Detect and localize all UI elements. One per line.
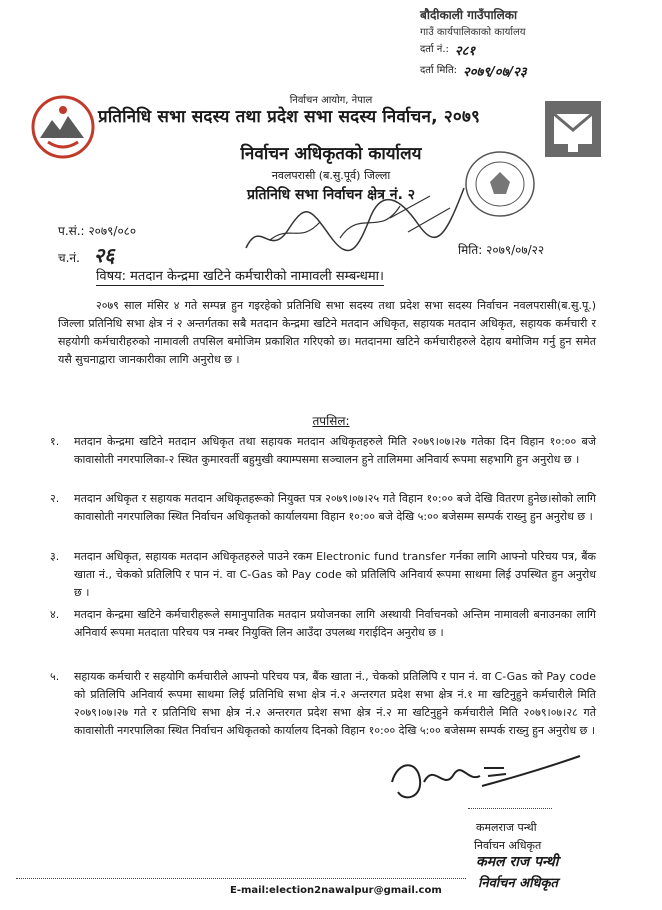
item-number: ४.	[50, 608, 60, 621]
item-text: मतदान अधिकृत र सहायक मतदान अधिकृतहरूको नियुक्त पत्र २०७९।०७।२५ गते विहान १०:०० बजे देखि वितरण हुनेछ।सोको लागि कावासोती नगरपालिका स्थित निर्वाचन अधिकृतको कार्यालयमा विहान १०:०० बजे देखि ५:०० बजेसम्म सम्पर्क राख्नु हुन अनुरोध छ ।	[74, 492, 596, 523]
footer-email: E-mail:election2nawalpur@gmail.com	[230, 885, 442, 896]
letter-date	[458, 241, 544, 258]
date-value: २०७९/०७/२२	[486, 243, 545, 257]
stamp-office: बौदीकाली गाउँपालिका	[420, 8, 518, 22]
list-item	[50, 606, 596, 642]
intro-paragraph: २०७९ साल मंसिर ४ गते सम्पन्न हुन गइरहेको प्रतिनिधि सभा सदस्य तथा प्रदेश सभा सदस्य निर्वाचन नवलपरासी(ब.सु.पू.) जिल्ला प्रतिनिधि सभा क्षेत्र नं २ अन्तर्गतका सबै मतदान केन्द्रमा खटिने मतदान अधिकृत, सहायक मतदान अधिकृत, सहायक कर्मचारी र सहयोगी कर्मचारीहरुको नामावली तपसिल बमोजिम प्रकाशित गरिएको छ। मतदानमा खटिने कर्मचारीहरुले देहाय बमोजिम गर्नु हुन समेत यसै सुचनाद्वारा जानकारीका लागि अनुरोध छ ।	[58, 299, 596, 366]
date-label: मिति:	[458, 243, 483, 257]
item-text: सहायक कर्मचारी र सहयोगि कर्मचारीले आफ्नो परिचय पत्र, बैंक खाता नं., चेकको प्रतिलिपि र पान नं. वा C-Gas को Pay code को प्रतिलिपि अनिवार्य रूपमा साथमा लिई प्रतिनिधि सभा क्षेत्र नं.२ अन्तरगत प्रदेश सभा क्षेत्र नं.१ मा खटिनुहुने कर्मचारीले मिति २०७९।०७।२७ गते र प्रतिनिधि सभा क्षेत्र नं.२ अन्तरगत प्रदेश सभा क्षेत्र नं.२ मा खटिनुहुने कर्मचारीले मिति २०७९।०७।२८ गते कावासोती नगरपालिका स्थित निर्वाचन अधिकृतको कार्यालय दिनको विहान १०:०० देखि ५:०० बजेसम्म सम्पर्क राख्नु हुन अनुरोध छ ।	[74, 670, 596, 737]
signature-icon	[384, 752, 584, 812]
item-number: २.	[50, 492, 60, 505]
list-item	[50, 548, 596, 602]
ps-value: २०७९/०८०	[88, 224, 137, 238]
cn-value: २६	[93, 243, 115, 267]
subject-line: विषय: मतदान केन्द्रमा खटिने कर्मचारीको नामावली सम्बन्धमा।	[96, 266, 384, 286]
handwritten-annotation	[240, 178, 470, 264]
item-text: मतदान केन्द्रमा खटिने मतदान अधिकृत तथा सहायक मतदान अधिकृतहरुले मिति २०७९।०७।२७ गतेका दिन विहान १०:०० बजे कावासोती नगरपालिका-२ स्थित कुमारवर्ती बहुमुखी क्याम्पसमा सञ्चालन हुने तालिममा अनिवार्य रूपमा सहभागि हुन अनुरोध छ ।	[74, 435, 596, 466]
district-line: नवलपरासी (ब.सु.पूर्व) जिल्ला	[271, 169, 391, 182]
stamp-date-row	[420, 62, 656, 80]
item-number: ५.	[50, 670, 60, 683]
stamp-date-value: २०७९/०७/२३	[463, 65, 527, 80]
item-number: ३.	[50, 550, 60, 563]
stamp-office-sub: गाउँ कार्यपालिकाको कार्यालय	[420, 27, 526, 38]
cn-number	[58, 241, 115, 268]
signatory-name: कमलराज पन्थी	[476, 821, 537, 834]
office-title: निर्वाचन अधिकृतको कार्यालय	[240, 144, 422, 164]
list-item	[50, 433, 596, 469]
election-title: प्रतिनिधि सभा सदस्य तथा प्रदेश सभा सदस्य निर्वाचन, २०७९	[98, 107, 481, 127]
registration-stamp	[420, 6, 656, 80]
list-item	[50, 490, 596, 526]
cn-label: च.नं.	[58, 251, 80, 265]
ps-number	[58, 222, 136, 239]
stamp-date-label: दर्ता मिति:	[420, 65, 458, 76]
ps-label: प.सं.:	[58, 224, 85, 238]
signature-line	[468, 808, 552, 809]
item-text: मतदान केन्द्रमा खटिने कर्मचारीहरूले समानुपातिक मतदान प्रयोजनका लागि अस्थायी निर्वाचनको अन्तिम नामावली बनाउनका लागि अनिवार्य रूपमा मतदाता परिचय पत्र नम्बर नियुक्ति लिन आउँदा उपलब्ध गराईदिन अनुरोध छ ।	[74, 608, 596, 639]
item-number: १.	[50, 435, 60, 448]
stamp-darta-label: दर्ता नं.:	[420, 44, 449, 55]
stamp-darta-row	[420, 41, 656, 59]
footer-rule	[16, 878, 466, 879]
constituency-line: प्रतिनिधि सभा निर्वाचन क्षेत्र नं. २	[246, 187, 416, 203]
item-text: मतदान अधिकृत, सहायक मतदान अधिकृतहरुले पाउने रकम Electronic fund transfer गर्नका लागि आफ्नो परिचय पत्र, बैंक खाता नं., चेकको प्रतिलिपि र पान नं. वा C-Gas को Pay code को प्रतिलिपि अनिवार्य रूपमा साथमा लिई उपस्थित हुन अनुरोध छ ।	[74, 550, 596, 599]
name-stamp: कमल राज पन्थी	[476, 854, 559, 870]
stamp-darta-value: २८१	[454, 44, 476, 59]
post-stamp: निर्वाचन अधिकृत	[478, 876, 558, 891]
list-item	[50, 668, 596, 740]
commission-name: निर्वाचन आयोग, नेपाल	[289, 95, 373, 106]
signatory-post: निर्वाचन अधिकृत	[474, 839, 542, 852]
tapsil-heading: तपसिल:	[312, 414, 350, 428]
